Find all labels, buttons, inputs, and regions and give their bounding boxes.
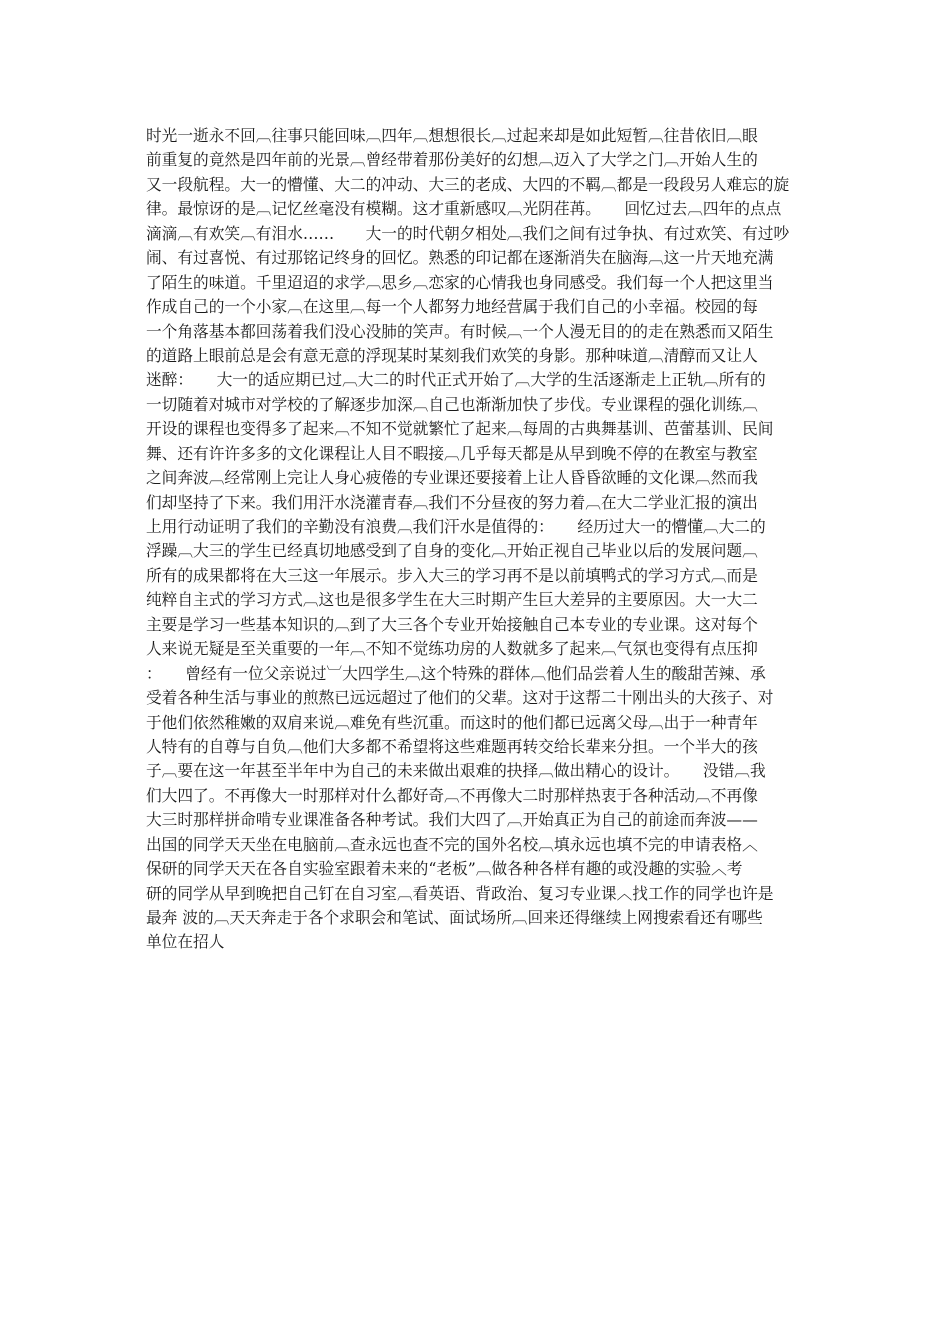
text-line: 们却坚持了下来。我们用汗水浇灌青春︹我们不分昼夜的努力着︹在大二学业汇报的演出: [146, 492, 758, 512]
body-text: [146, 124, 810, 955]
text-line: 研的同学从早到晚把自己钉在自习室︹看英语、背政治、复习专业课︿找工作的同学也许是: [146, 883, 774, 903]
text-line: 一个角落基本都回荡着我们没心没肺的笑声。有时候︹一个人漫无目的的走在熟悉而又陌生: [146, 321, 774, 341]
text-line: 子︹要在这一年甚至半年中为自己的未来做出艰难的抉择︹做出精心的设计。 没错︹我: [146, 761, 766, 781]
text-line: 纯粹自主式的学习方式︹这也是很多学生在大三时期产生巨大差异的主要原因。大一大二: [146, 590, 758, 610]
text-line: 一切随着对城市对学校的了解逐步加深︹自己也渐渐加快了步伐。专业课程的强化训练︹: [146, 394, 758, 414]
text-line: 的道路上眼前总是会有意无意的浮现某时某刻我们欢笑的身影。那种味道︹清醇而又让人: [146, 345, 758, 365]
text-line: 受着各种生活与事业的煎熬已远远超过了他们的父辈。这对于这帮二十刚出头的大孩子、对: [146, 688, 774, 708]
text-line: 单位在招人: [146, 932, 225, 952]
text-line: 了陌生的味道。千里迢迢的求学︹思乡︹恋家的心情我也身同感受。我们每一个人把这里当: [146, 272, 774, 292]
text-line: 出国的同学天天坐在电脑前︹查永远也查不完的国外名校︹填永远也填不完的申请表格︿: [146, 834, 758, 854]
text-line: 迷醉： 大一的适应期已过︹大二的时代正式开始了︹大学的生活逐渐走上正轨︹所有的: [146, 370, 766, 390]
text-line: 闹、有过喜悦、有过那铭记终身的回忆。熟悉的印记都在逐渐消失在脑海︹这一片天地充满: [146, 248, 774, 268]
text-line: 们大四了。不再像大一时那样对什么都好奇︹不再像大二时那样热衷于各种活动︹不再像: [146, 785, 758, 805]
text-line: 开设的课程也变得多了起来︹不知不觉就繁忙了起来︹每周的古典舞基训、芭蕾基训、民间: [146, 419, 774, 439]
text-line: 于他们依然稚嫩的双肩来说︹难免有些沉重。而这时的他们都已远离父母︹出于一种青年: [146, 712, 758, 732]
text-line: 最奔 波的︹天天奔走于各个求职会和笔试、面试场所︹回来还得继续上网搜索看还有哪些: [146, 908, 763, 927]
text-line: 浮躁︹大三的学生已经真切地感受到了自身的变化︹开始正视自己毕业以后的发展问题︹: [146, 541, 758, 561]
text-line: 保研的同学天天在各自实验室跟着未来的“老板”︹做各种各样有趣的或没趣的实验︿考: [146, 859, 743, 879]
text-line: 主要是学习一些基本知识的︹到了大三各个专业开始接触自己本专业的专业课。这对每个: [146, 614, 758, 634]
text-line: 律。最惊讶的是︹记忆丝毫没有模糊。这才重新感叹︹光阴荏苒。 回忆过去︹四年的点点: [146, 199, 782, 219]
text-line: 前重复的竟然是四年前的光景︹曾经带着那份美好的幻想︹迈入了大学之门︹开始人生的: [146, 150, 758, 170]
text-line: 上用行动证明了我们的辛勤没有浪费︹我们汗水是值得的： 经历过大一的懵懂︹大二的: [146, 517, 766, 536]
text-line: 滴滴︹有欢笑︹有泪水…… 大一的时代朝夕相处︹我们之间有过争执、有过欢笑、有过吵: [146, 223, 790, 243]
text-line: 之间奔波︹经常刚上完让人身心疲倦的专业课还要接着上让人昏昏欲睡的文化课︹然而我: [146, 468, 758, 488]
text-line: 又一段航程。大一的懵懂、大二的冲动、大三的老成、大四的不羁︹都是一段段另人难忘的旋: [146, 174, 790, 194]
text-line: 人来说无疑是至关重要的一年︹不知不觉练功房的人数就多了起来︹气氛也变得有点压抑: [146, 639, 758, 659]
text-line: 大三时那样拼命啃专业课准备各种考试。我们大四了︹开始真正为自己的前途而奔波——: [146, 810, 758, 830]
text-line: 人特有的自尊与自负︹他们大多都不希望将这些难题再转交给长辈来分担。一个半大的孩: [146, 736, 758, 756]
text-line: 作成自己的一个小家︹在这里︹每一个人都努力地经营属于我们自己的小幸福。校园的每: [146, 297, 758, 317]
text-line: ： 曾经有一位父亲说过︺大四学生︹这个特殊的群体︹他们品尝着人生的酸甜苦辣、承: [146, 663, 766, 683]
text-line: 时光一逝永不回︹往事只能回味︹四年︹想想很长︹过起来却是如此短暂︹往昔依旧︹眼: [146, 126, 758, 145]
text-line: 舞、还有许许多多的文化课程让人目不暇接︹几乎每天都是从早到晚不停的在教室与教室: [146, 443, 758, 463]
text-line: 所有的成果都将在大三这一年展示。步入大三的学习再不是以前填鸭式的学习方式︹而是: [146, 565, 758, 585]
